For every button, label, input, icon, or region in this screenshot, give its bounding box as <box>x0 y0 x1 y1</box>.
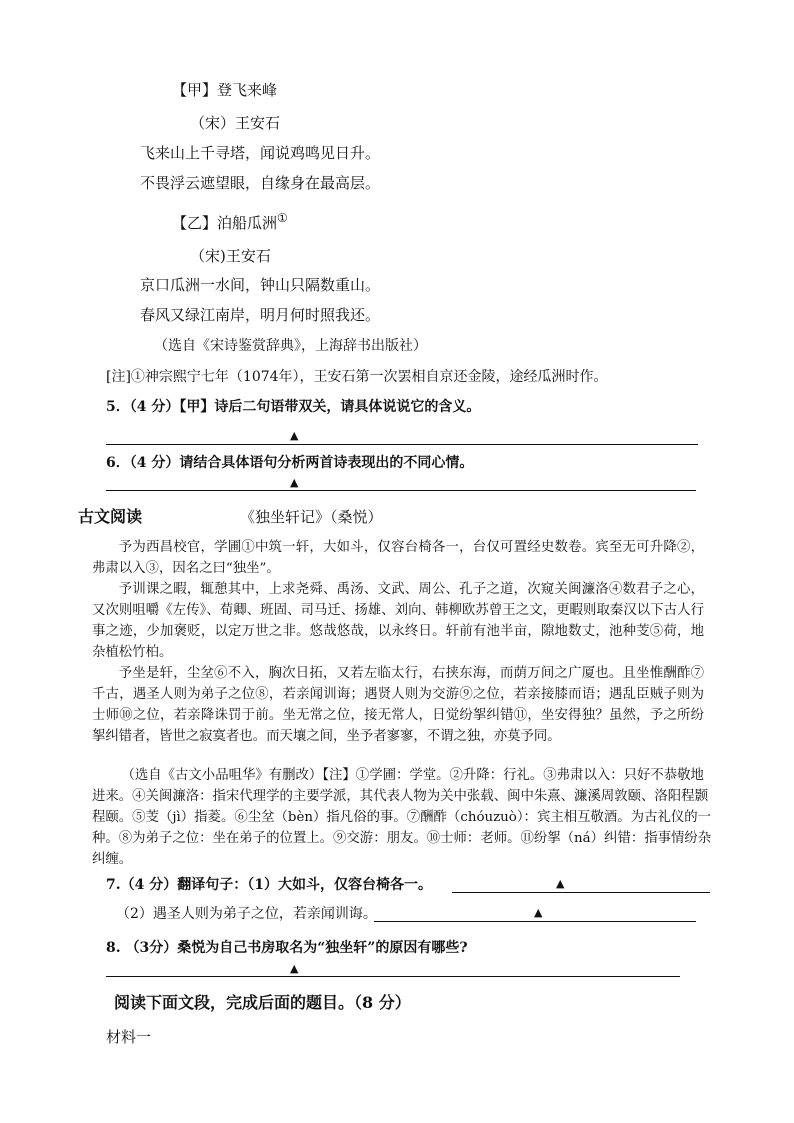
classical-notes <box>92 765 714 870</box>
poem-yi-note: [注]①神宗熙宁七年（1074年），王安石第一次罢相自京还金陵，途经瓜洲时作。 <box>106 369 608 385</box>
poem-yi-note-mark: ① <box>277 211 288 225</box>
classical-paragraph-1: 予为西昌校官，学圃①中筑一轩，大如斗，仅容台椅各一，台仅可置经史数卷。宾至无可升降②，弗肃以入③，因名之曰“独坐”。 <box>92 540 704 576</box>
answer-line-8[interactable] <box>106 976 680 977</box>
poem-jia-line-1: 飞来山上千寻塔，闻说鸡鸣见日升。 <box>140 144 381 162</box>
question-7-text: 7.（4 分）翻译句子：（1）大如斗，仅容台椅各一。 <box>106 877 432 893</box>
material-label: 材料一 <box>106 1028 152 1046</box>
classical-paragraph-2: 予训课之暇，辄憩其中，上求尧舜、禹汤、文武、周公、孔子之道，次窥关闽濂洛④数君子之心，又次则咀嚼《左传》、荀卿、班固、司马迁、扬雄、刘向、韩柳欧苏曾王之文，更暇则取秦汉以下古人行事之迹，少加褒贬，以定万世之非。悠哉悠哉，以永终日。轩前有池半亩，隙地数丈，池种芰⑤荷，地杂植松竹柏。 <box>92 582 704 660</box>
poem-yi-source: （选自《宋诗鉴赏辞典》，上海辞书出版社） <box>154 338 427 354</box>
poem-jia-title: 【甲】登飞来峰 <box>172 81 278 99</box>
classical-title: 《独坐轩记》（桑悦） <box>240 508 383 526</box>
answer-marker-8: ▲ <box>290 962 299 975</box>
classical-notes-text: （选自《古文小品咀华》有删改）【注】①学圃：学堂。②升降：行礼。③弗肃以入：只好不恭敬地进来。④关闽濂洛：指宋代理学的主要学派，其代表人物为关中张载、闽中朱熹、濂溪周敦颐、洛阳程颢程颐。⑤芰（jì）指菱。⑥尘坌（bèn）指凡俗的事。⑦酬酢（chóuzuò）：宾主相互敬酒。为古礼仪的一种。⑧为弟子之位：坐在弟子的位置上。⑨交游：朋友。⑩士师：老师。⑪纷挐（ná）纠错：指事情纷杂纠缠。 <box>92 768 712 867</box>
poem-yi-author: （宋)王安石 <box>190 247 271 265</box>
answer-marker-5: ▲ <box>290 429 299 442</box>
section-heading: 阅读下面文段，完成后面的题目。（8 分） <box>114 993 411 1012</box>
answer-line-7-2[interactable] <box>374 921 696 922</box>
poem-yi-title-text: 【乙】泊船瓜洲 <box>172 214 278 232</box>
classical-heading: 古文阅读 <box>78 507 143 526</box>
answer-line-7-1[interactable] <box>452 892 710 893</box>
classical-passage <box>92 537 704 747</box>
answer-marker-7-1: ▲ <box>556 877 565 890</box>
question-6: 6．（4 分）请结合具体语句分析两首诗表现出的不同心情。 <box>106 455 474 471</box>
poem-jia-line-2: 不畏浮云遮望眼，自缘身在最高层。 <box>140 174 381 192</box>
question-7-2: （2）遇圣人则为弟子之位，若亲闻训诲。 <box>116 906 377 922</box>
question-5: 5．（4 分）【甲】诗后二句语带双关，请具体说说它的含义。 <box>106 399 481 415</box>
answer-line-6[interactable] <box>106 490 696 491</box>
answer-line-5[interactable] <box>106 444 698 445</box>
poem-yi-line-1: 京口瓜洲一水间，钟山只隔数重山。 <box>140 276 381 294</box>
answer-marker-7-2: ▲ <box>534 906 543 919</box>
question-8: 8. （3分）桑悦为自己书房取名为“独坐轩”的原因有哪些? <box>106 940 468 956</box>
answer-marker-6: ▲ <box>290 476 299 489</box>
poem-yi-title <box>172 213 288 233</box>
poem-jia-author: （宋）王安石 <box>190 114 281 132</box>
question-7 <box>106 876 432 895</box>
poem-yi-line-2: 春风又绿江南岸，明月何时照我还。 <box>140 306 381 324</box>
classical-paragraph-3: 予坐是轩，尘坌⑥不入，胸次日拓，又若左临太行，右挟东海，而荫万间之广厦也。且坐惟酬酢⑦千古，遇圣人则为弟子之位⑧，若亲闻训诲；遇贤人则为交游⑨之位，若亲接膝而语；遇乱臣贼子则为士师⑩之位，若亲降诛罚于前。坐无常之位，接无常人，日觉纷挐纠错⑪，坐安得独？虽然，予之所纷挐纠错者，皆世之寂寞者也。而天壤之间，坐予者寥寥，不谓之独，亦莫予同。 <box>92 666 704 744</box>
